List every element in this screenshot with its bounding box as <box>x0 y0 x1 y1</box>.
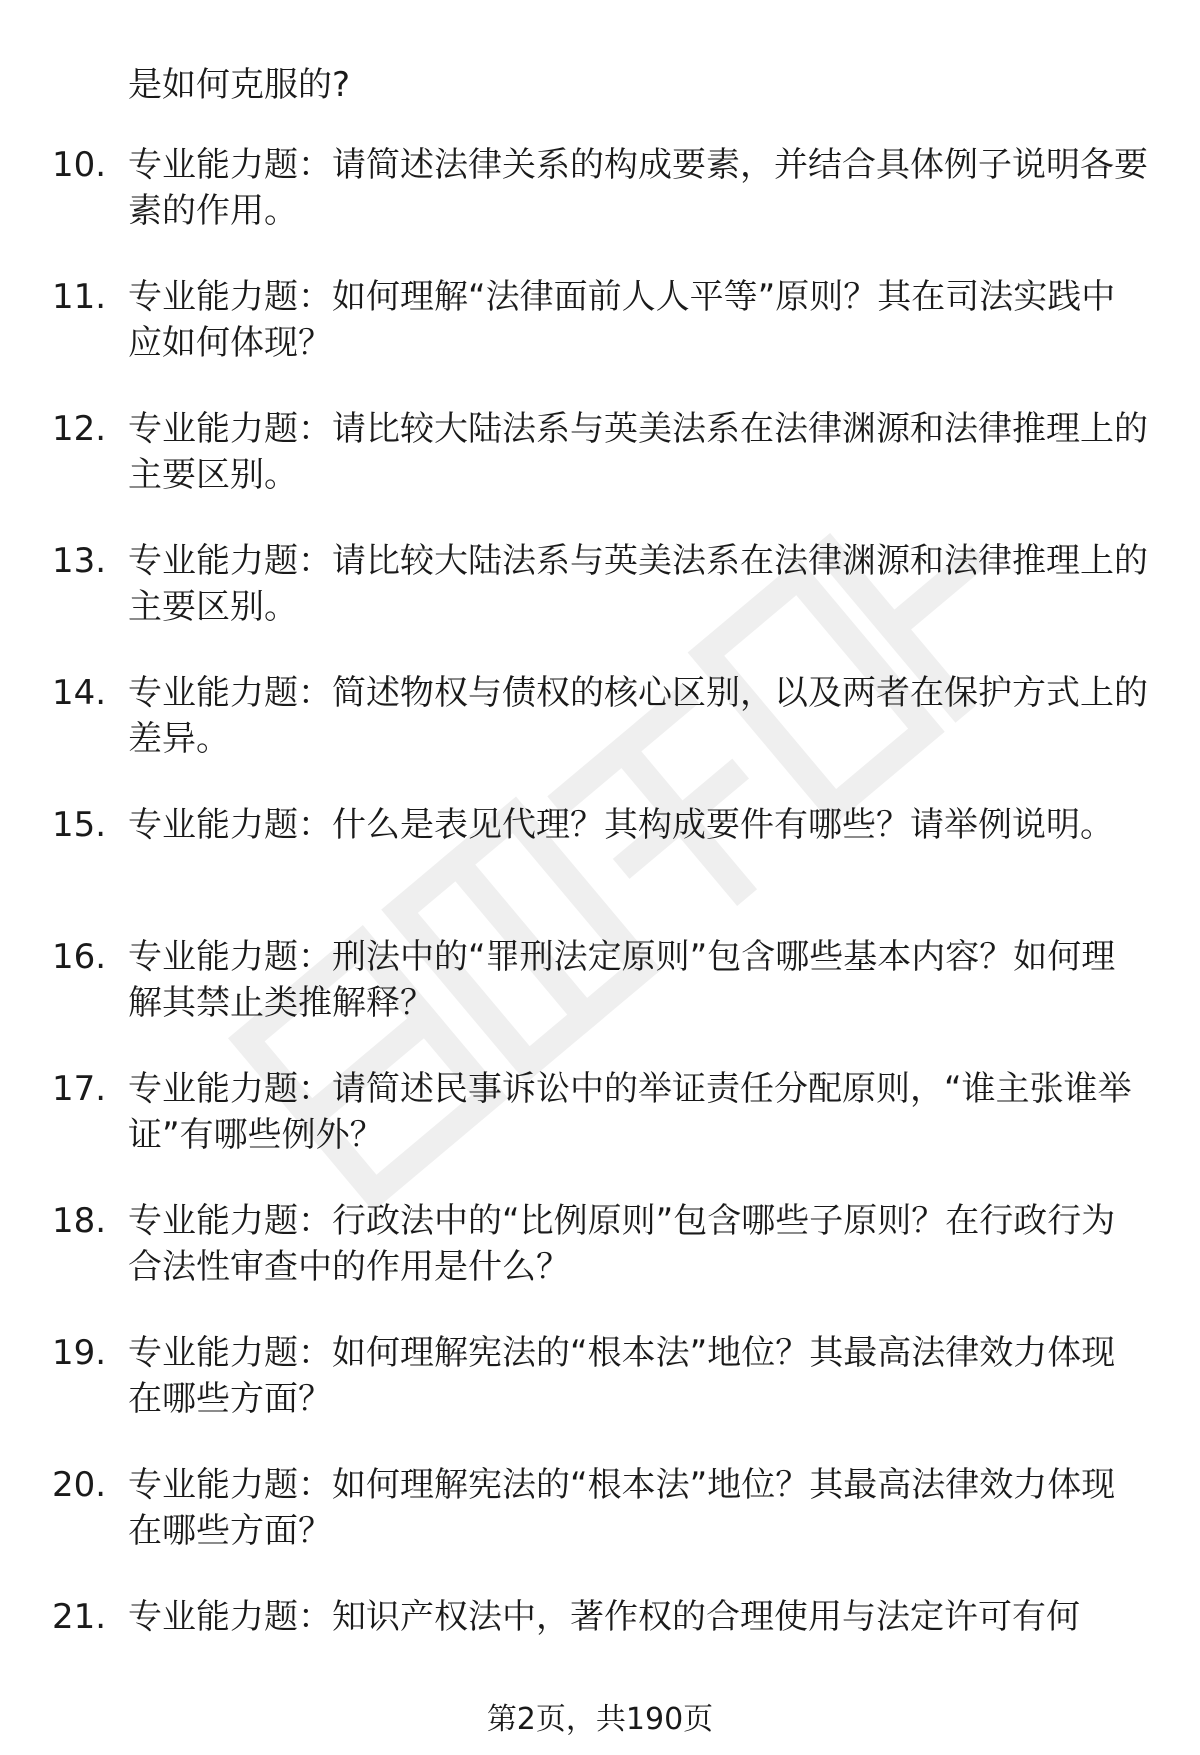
question-number: 15. <box>52 805 107 845</box>
question-text: 专业能力题：请比较大陆法系与英美法系在法律渊源和法律推理上的主要区别。 <box>128 409 1148 495</box>
question-text: 专业能力题：刑法中的“罪刑法定原则”包含哪些基本内容？如何理解其禁止类推解释？ <box>128 937 1116 1023</box>
question-text: 专业能力题：什么是表见代理？其构成要件有哪些？请举例说明。 <box>128 805 1114 845</box>
question-number: 18. <box>52 1201 107 1241</box>
page-number-footer: 第2页，共190页 <box>486 1702 714 1737</box>
question-text: 专业能力题：行政法中的“比例原则”包含哪些子原则？在行政行为合法性审查中的作用是什么？ <box>128 1201 1116 1287</box>
question-item <box>0 934 1200 1066</box>
question-item <box>0 802 1200 934</box>
question-number: 17. <box>52 1069 107 1109</box>
question-item <box>0 142 1200 274</box>
question-text: 专业能力题：知识产权法中，著作权的合理使用与法定许可有何 <box>128 1597 1080 1637</box>
question-number: 14. <box>52 673 107 713</box>
question-item <box>0 1066 1200 1198</box>
question-number: 11. <box>52 277 107 317</box>
question-list <box>0 142 1200 1726</box>
question-number: 20. <box>52 1465 107 1505</box>
question-text: 专业能力题：请比较大陆法系与英美法系在法律渊源和法律推理上的主要区别。 <box>128 541 1148 627</box>
question-item <box>0 538 1200 670</box>
question-number: 12. <box>52 409 107 449</box>
question-text: 专业能力题：简述物权与债权的核心区别，以及两者在保护方式上的差异。 <box>128 673 1148 759</box>
question-text: 专业能力题：如何理解宪法的“根本法”地位？其最高法律效力体现在哪些方面？ <box>128 1333 1116 1419</box>
question-number: 13. <box>52 541 107 581</box>
question-item <box>0 1330 1200 1462</box>
question-number: 10. <box>52 145 107 185</box>
question-text: 专业能力题：请简述法律关系的构成要素，并结合具体例子说明各要素的作用。 <box>128 145 1148 231</box>
question-item <box>0 670 1200 802</box>
question-item <box>0 1462 1200 1594</box>
question-text: 专业能力题：如何理解宪法的“根本法”地位？其最高法律效力体现在哪些方面？ <box>128 1465 1116 1551</box>
question-number: 21. <box>52 1597 107 1637</box>
question-number: 16. <box>52 937 107 977</box>
question-item <box>0 274 1200 406</box>
question-item <box>0 1198 1200 1330</box>
question-number: 19. <box>52 1333 107 1373</box>
continuation-text: 是如何克服的? <box>128 65 351 105</box>
question-text: 专业能力题：如何理解“法律面前人人平等”原则？其在司法实践中应如何体现？ <box>128 277 1116 363</box>
question-text: 专业能力题：请简述民事诉讼中的举证责任分配原则，“谁主张谁举证”有哪些例外？ <box>128 1069 1132 1155</box>
question-item <box>0 406 1200 538</box>
